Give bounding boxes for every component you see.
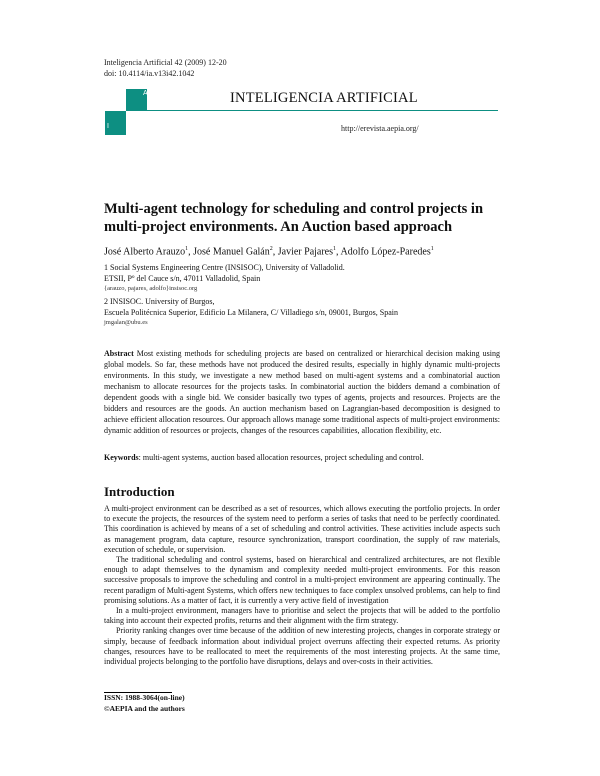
- abstract-text: Most existing methods for scheduling projects are based on centralized or hierarchical decision making using global models. So far, these methods have not produced the desired results, especially in highly dynamic multi-projects environments. In this study, we investigate a new method based on multi-agent systems and a combinatorial auction mechanism to allocate resources for the projects tasks. In combinatorial auction the bidders demand a combination of dependent goods with a single bid. We consider basically two types of agents, projects and resources. Projects are the bidders and resources are the goods. An auction mechanism based on Lagrangian-based decomposition is designed to achieve efficient allocation resources. Our approach allows manage some traditional aspects of multi-project environments: dynamic addition of resources or projects, changes of the resources capabilities, allocation flexibility, etc.: [104, 349, 500, 435]
- affiliation-2-line-1: 2 INSISOC. University of Burgos,: [104, 297, 215, 306]
- author-name: Adolfo López-Paredes: [340, 246, 431, 258]
- paragraph: The traditional scheduling and control systems, based on hierarchical and centralized architectures, are not flexible enough to adapt themselves to the dynamism and complexity needed multi-project environments. For this reason successive proposals to improve the scheduling and control in a multi-project environment are appearing continually. The recent paradigm of Multi-agent Systems, which offers new techniques to face complex unsolved problems, can help to find promising solutions. As a matter of fact, it is currently a very active field of investigation: [104, 555, 500, 605]
- header-divider: [147, 110, 498, 111]
- affiliation-1-email[interactable]: {arauzo, pajares, adolfo}insisoc.org: [104, 285, 198, 292]
- affiliation-2-email[interactable]: jmgalan@ubu.es: [104, 319, 148, 326]
- paper-title: Multi-agent technology for scheduling and control projects in multi-project environments. An Auction based approach: [104, 201, 484, 235]
- copyright: ©AEPIA and the authors: [104, 704, 185, 713]
- section-heading-introduction: Introduction: [104, 484, 175, 499]
- abstract-label: Abstract: [104, 349, 134, 358]
- author-name: José Alberto Arauzo: [104, 246, 186, 258]
- abstract: [104, 348, 500, 436]
- keywords: [104, 452, 500, 463]
- paragraph: A multi-project environment can be described as a set of resources, which allows executing the portfolio projects. In order to execute the projects, the resources of the system need to perform a series of tasks that need to be perfectly coordinated. This coordination is achieved by means of a set of scheduling and control activities. These activities include aspects such as management program, data capture, resource synchronization, transport coordination, the supply of raw materials, execution of schedule, or supervision.: [104, 504, 500, 554]
- affiliation-1-line-2: ETSII, Pº del Cauce s/n, 47011 Valladolid, Spain: [104, 274, 261, 283]
- paragraph: In a multi-project environment, managers have to prioritise and select the projects that will be added to the portfolio taking into account their expected profits, returns and their alignment with the firm strategy.: [104, 606, 500, 626]
- journal-reference: [104, 57, 227, 79]
- paragraph: Priority ranking changes over time because of the addition of new interesting projects, changes in corporate strategy or simply, because of feedback information about individual project overruns affecting their expected returns. As priority changes, resources have to be reallocated to meet the requirements of the most interesting projects. At the same time, individual projects belonging to the portfolio have disruptions, delays and over-costs in their activities.: [104, 626, 500, 667]
- journal-logo: [105, 89, 147, 135]
- author-name: José Manuel Galán: [193, 246, 270, 258]
- logo-letter-a: A: [143, 90, 148, 97]
- journal-name: INTELIGENCIA ARTIFICIAL: [230, 90, 418, 106]
- affiliation-1-line-1: 1 Social Systems Engineering Centre (INSISOC), University of Valladolid.: [104, 263, 345, 272]
- author-list: José Alberto Arauzo$^1$, José Manuel Galán$^2$, Javier Pajares$^1$, Adolfo López-Paredes$^1$: [104, 246, 434, 258]
- author-affiliation-marker: 2: [269, 246, 273, 252]
- affiliation-2-line-2: Escuela Politécnica Superior, Edificio La Milanera, C/ Villadiego s/n, 09001, Burgos, Spain: [104, 308, 398, 317]
- author-affiliation-marker: 1: [185, 246, 189, 252]
- journal-url-link[interactable]: http://erevista.aepia.org/: [341, 124, 419, 133]
- author-affiliation-marker: 1: [333, 246, 337, 252]
- journal-citation: Inteligencia Artificial 42 (2009) 12-20: [104, 58, 227, 67]
- keywords-label: Keywords: [104, 453, 139, 462]
- logo-letter-i: I: [107, 123, 109, 130]
- author-affiliation-marker: 1: [430, 246, 434, 252]
- doi: doi: 10.4114/ia.v13i42.1042: [104, 69, 195, 78]
- keywords-text: : multi-agent systems, auction based allocation resources, project scheduling and control.: [138, 453, 424, 462]
- issn: ISSN: 1988-3064(on-line): [104, 693, 185, 702]
- author-name: Javier Pajares: [277, 246, 334, 258]
- introduction-body: [104, 504, 500, 667]
